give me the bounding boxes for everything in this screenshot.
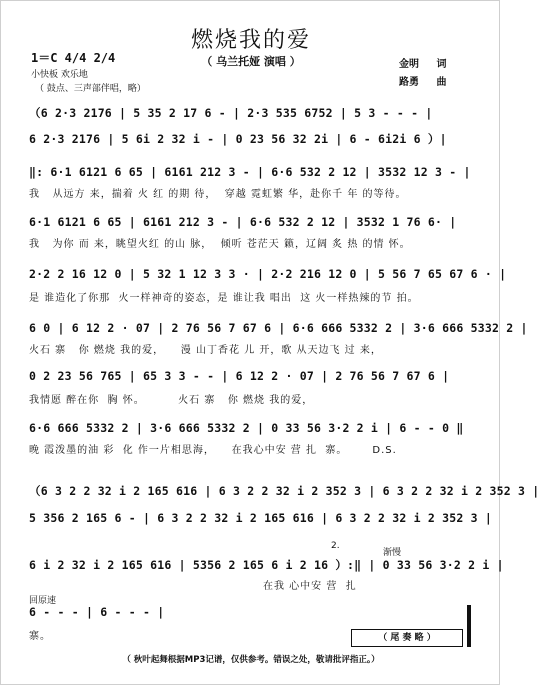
composer-role: 曲 — [436, 77, 447, 88]
tempo-marking: 小快板 欢乐地 — [31, 70, 88, 80]
score-row-1: （6 2·3 2176 | 5 35 2 17 6 - | 2·3 535 6752 | 5 3 - - - | — [29, 106, 433, 120]
lyric-line-2: 我 为你 而 来，眺望火红 的山 脉， 倾听 苍茫天 籁，辽阔 炙 热 的情 怀。 — [29, 239, 411, 250]
lyricist-name: 金明 — [399, 59, 419, 70]
ritardando-mark: 渐慢 — [383, 548, 402, 558]
performer-subtitle: （ 乌兰托娅 演唱 ） — [201, 55, 301, 68]
score-row-6: 6 0 | 6 12 2 · 07 | 2 76 56 7 67 6 | 6·6 666 5332 2 | 3·6 666 5332 2 | — [29, 321, 528, 335]
composer-credit — [399, 73, 479, 88]
score-row-5: 2·2 2 16 12 0 | 5 32 1 12 3 3 · | 2·2 216 12 0 | 5 56 7 65 67 6 · | — [29, 267, 507, 281]
score-row-9: （6 3 2 2 32 i 2 165 616 | 6 3 2 2 32 i 2 352 3 | 6 3 2 2 32 i 2 352 3 | — [29, 484, 539, 498]
key-signature: 1＝C 4/4 2/4 — [31, 51, 116, 65]
lyric-line-3: 是 谁造化了你那 火一样神奇的姿态，是 谁让我 唱出 这 火一样热辣的节 拍。 — [29, 293, 419, 304]
a-tempo-mark: 回原速 — [29, 596, 57, 606]
score-row-12: 6 - - - | 6 - - - | — [29, 605, 165, 619]
instrument-note: （ 鼓点、三声部伴唱，略） — [35, 84, 146, 94]
score-row-11: 6 i 2 32 i 2 165 616 | 5356 2 165 6 i 2 16 ）:‖ | 0 33 56 3·2 2 i | — [29, 558, 504, 572]
lyric-line-1: 我 从远方 来，揣着 火 红 的期 待， 穿越 霓虹繁 华，赴你千 年 的等待。 — [29, 189, 407, 200]
lyric-line-6: 晚 霞泼墨的油 彩 化 作一片相思海， 在我心中安 营 扎 寨。 D.S. — [29, 445, 397, 456]
outro-box: （ 尾 奏 略 ） — [351, 629, 463, 647]
lyricist-role: 词 — [436, 59, 447, 70]
song-title: 燃烧我的爱 — [190, 28, 311, 53]
transcriber-note: （ 秋叶起舞根据MP3记谱，仅供参考。错误之处，敬请批评指正。） — [122, 655, 380, 665]
lyric-line-5: 我情愿 醉在你 胸 怀。 火石 寨 你 燃烧 我的爱， — [29, 395, 314, 406]
score-row-2: 6 2·3 2176 | 5 6i 2 32 i - | 0 23 56 32 2i | 6 - 6i2i 6 ）| — [29, 132, 447, 146]
final-barline — [467, 605, 471, 647]
score-row-10: 5 356 2 165 6 - | 6 3 2 2 32 i 2 165 616 | 6 3 2 2 32 i 2 352 3 | — [29, 511, 493, 525]
score-row-8: 6·6 666 5332 2 | 3·6 666 5332 2 | 0 33 56 3·2 2 i | 6 - - 0 ‖ — [29, 421, 464, 435]
score-row-3: ‖: 6·1 6121 6 65 | 6161 212 3 - | 6·6 532 2 12 | 3532 12 3 - | — [29, 165, 471, 179]
composer-name: 路勇 — [399, 77, 419, 88]
score-row-4: 6·1 6121 6 65 | 6161 212 3 - | 6·6 532 2 12 | 3532 1 76 6· | — [29, 215, 457, 229]
lyric-line-final: 寨。 — [29, 631, 51, 642]
lyricist-credit — [399, 55, 479, 70]
lyric-line-4: 火石 寨 你 燃烧 我的爱， 漫 山丁香花 儿 开，歌 从天边飞 过 来， — [29, 345, 382, 356]
score-row-7: 0 2 23 56 765 | 65 3 3 - - | 6 12 2 · 07 | 2 76 56 7 67 6 | — [29, 369, 450, 383]
volta-number: 2. — [331, 541, 340, 551]
lyric-line-coda: 在我 心中安 营 扎 — [29, 581, 357, 592]
